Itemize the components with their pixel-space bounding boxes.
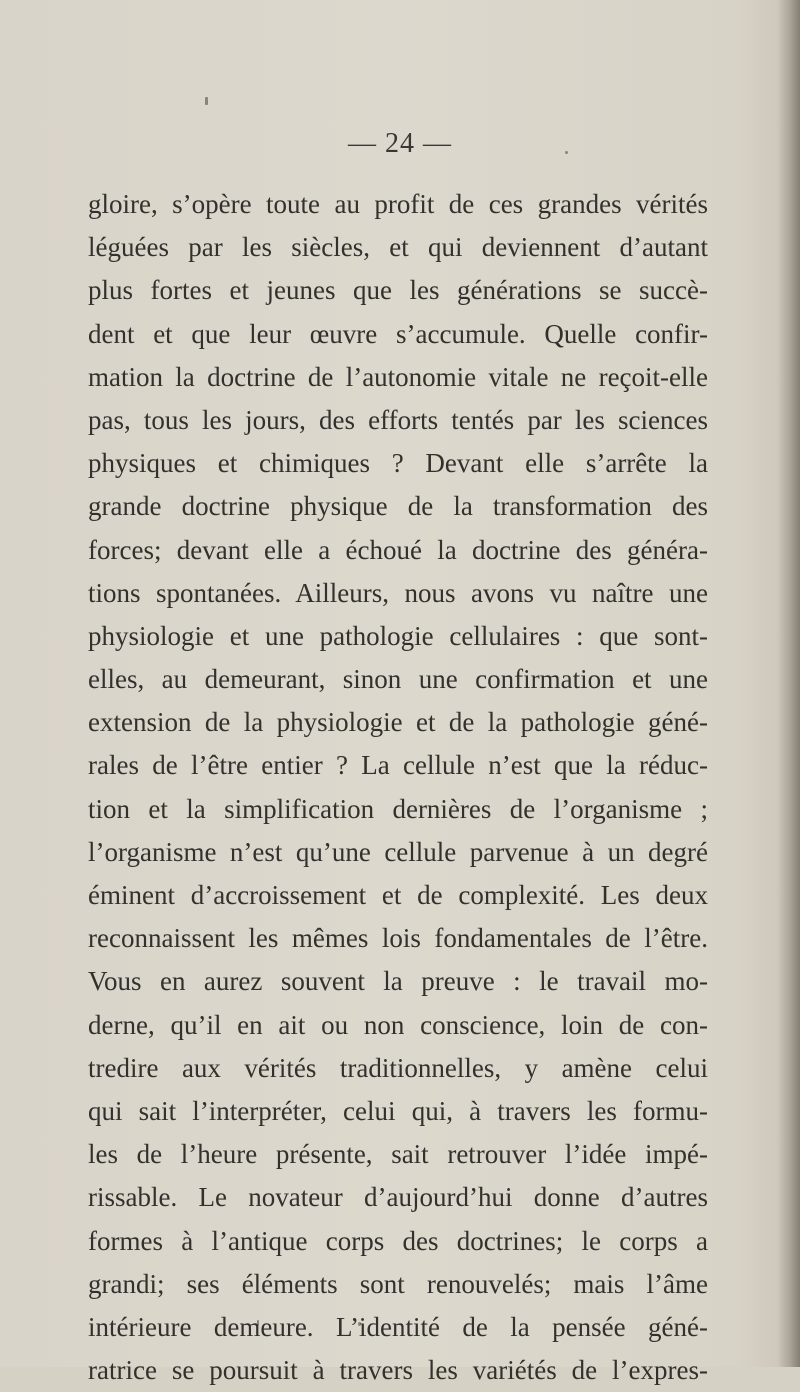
- text-line-28: ratrice se poursuit à travers les variétés de l’expres-: [88, 1355, 708, 1386]
- text-line-27: intérieure demeure. L’identité de la pensée géné-: [88, 1311, 708, 1342]
- page-number: — 24 —: [348, 128, 452, 159]
- text-line-21: tredire aux vérités traditionnelles, y amène celui: [88, 1052, 708, 1083]
- text-line-4: dent et que leur œuvre s’accumule. Quelle confir-: [88, 318, 708, 349]
- text-line-13: extension de la physiologie et de la pathologie géné-: [88, 707, 708, 738]
- text-line-10: tions spontanées. Ailleurs, nous avons vu naître une: [88, 577, 708, 608]
- text-line-9: forces; devant elle a échoué la doctrine des généra-: [88, 534, 708, 565]
- text-line-14: rales de l’être entier ? La cellule n’est que la réduc-: [88, 750, 708, 781]
- text-line-12: elles, au demeurant, sinon une confirmation et une: [88, 664, 708, 695]
- paper-speck: [205, 97, 208, 105]
- text-line-2: léguées par les siècles, et qui deviennent d’autant: [88, 232, 708, 263]
- text-line-6: pas, tous les jours, des efforts tentés par les sciences: [88, 404, 708, 435]
- body-text: [88, 183, 708, 1392]
- paper-speck: [565, 151, 568, 154]
- text-line-3: plus fortes et jeunes que les générations se succè-: [88, 275, 708, 306]
- text-line-25: formes à l’antique corps des doctrines; le corps a: [88, 1225, 708, 1256]
- text-line-17: éminent d’accroissement et de complexité. Les deux: [88, 880, 708, 910]
- text-line-26: grandi; ses éléments sont renouvelés; mais l’âme: [88, 1268, 708, 1299]
- text-line-15: tion et la simplification dernières de l’organisme ;: [88, 793, 708, 824]
- page-edge-shadow: [778, 0, 800, 1367]
- text-line-23: les de l’heure présente, sait retrouver l’idée impé-: [88, 1139, 708, 1170]
- text-line-19: Vous en aurez souvent la preuve : le travail mo-: [88, 966, 708, 997]
- text-line-18: reconnaissent les mêmes lois fondamentales de l’être.: [88, 923, 708, 954]
- text-line-20: derne, qu’il en ait ou non conscience, loin de con-: [88, 1009, 708, 1040]
- text-line-22: qui sait l’interpréter, celui qui, à travers les formu-: [88, 1095, 708, 1126]
- text-line-11: physiologie et une pathologie cellulaires : que sont-: [88, 620, 708, 651]
- text-line-5: mation la doctrine de l’autonomie vitale ne reçoit-elle: [88, 361, 708, 392]
- text-line-8: grande doctrine physique de la transformation des: [88, 491, 708, 522]
- text-line-16: l’organisme n’est qu’une cellule parvenue à un degré: [88, 836, 708, 867]
- text-line-7: physiques et chimiques ? Devant elle s’arrête la: [88, 448, 708, 479]
- text-line-1: gloire, s’opère toute au profit de ces grandes vérités: [88, 189, 708, 219]
- text-line-24: rissable. Le novateur d’aujourd’hui donne d’autres: [88, 1182, 708, 1213]
